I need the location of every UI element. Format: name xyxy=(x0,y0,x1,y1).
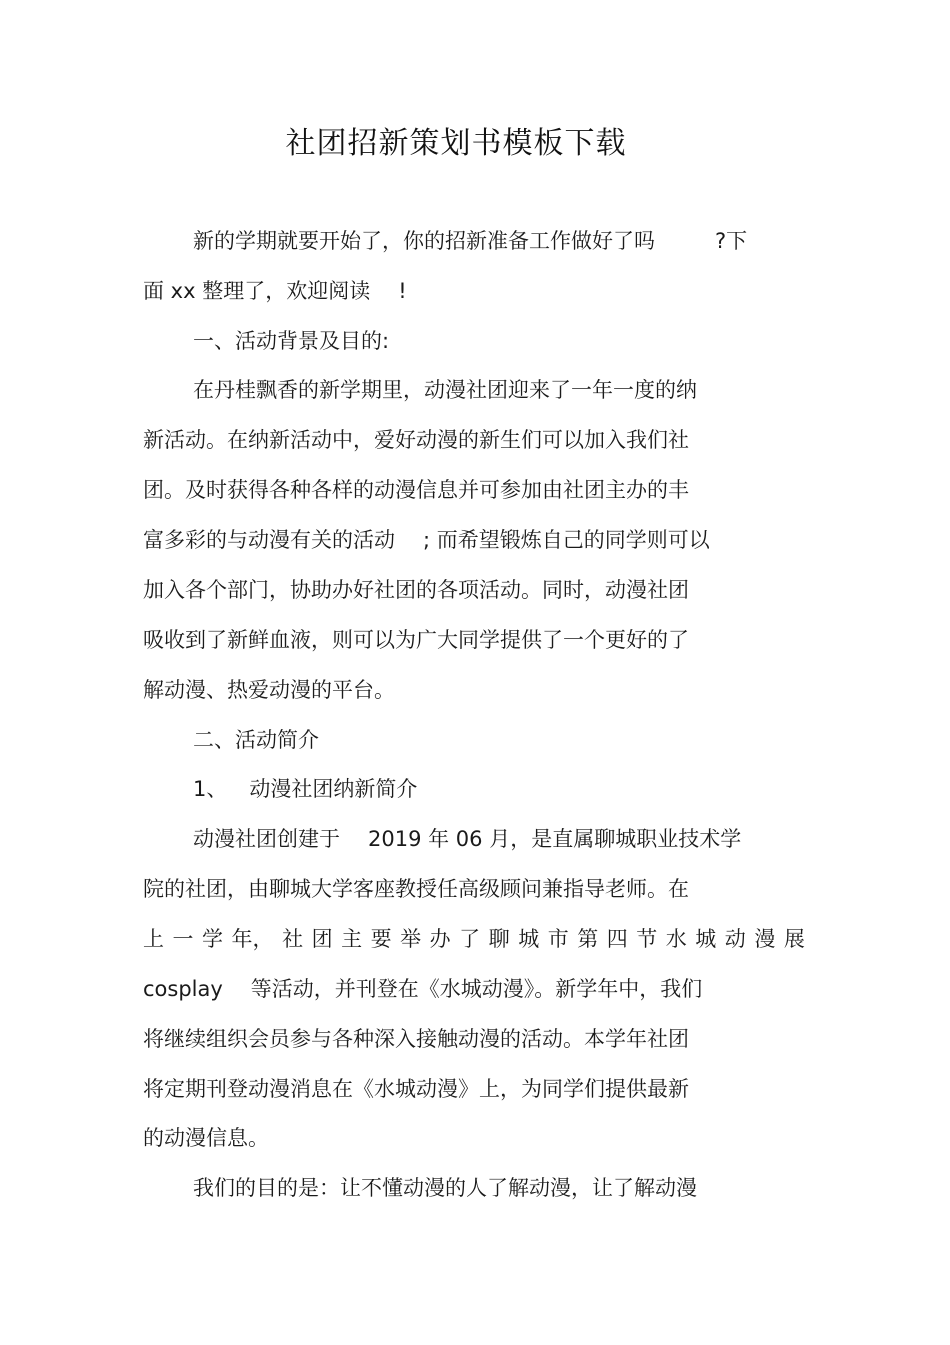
line-char: 节 xyxy=(636,927,658,951)
line-char: 城 xyxy=(518,927,540,951)
line-text: ; 而希望锻炼自己的同学则可以 xyxy=(423,528,710,552)
line-text: 新的学期就要开始了，你的招新准备工作做好了吗 xyxy=(193,229,655,253)
line-char: 城 xyxy=(695,927,717,951)
line-char: 要 xyxy=(370,927,392,951)
line-char: 举 xyxy=(400,927,422,951)
line-char: 聊 xyxy=(488,927,510,951)
line-text: ! xyxy=(398,279,407,303)
line-text: 等活动，并刊登在《水城动漫》。新学年中，我们 xyxy=(250,977,703,1001)
line-char: 四 xyxy=(606,927,628,951)
line-char: 展 xyxy=(783,927,805,951)
line-char: 社 xyxy=(282,927,304,951)
section-heading: 二、活动简介 xyxy=(193,728,319,752)
paragraph-line: 团。及时获得各种各样的动漫信息并可参加由社团主办的丰 xyxy=(143,478,689,502)
paragraph-line: 加入各个部门，协助办好社团的各项活动。同时，动漫社团 xyxy=(143,578,689,602)
line-char: 漫 xyxy=(754,927,776,951)
paragraph-line: 我们的目的是：让不懂动漫的人了解动漫，让了解动漫 xyxy=(193,1176,697,1200)
line-text: 动漫社团纳新简介 xyxy=(249,777,418,801)
line-char: 上 xyxy=(143,927,164,951)
line-text: 动漫社团创建于 xyxy=(193,827,340,851)
paragraph-line: 在丹桂飘香的新学期里，动漫社团迎来了一年一度的纳 xyxy=(193,378,697,402)
line-text: cosplay xyxy=(143,977,223,1001)
paragraph-line xyxy=(193,224,747,258)
line-char: 团 xyxy=(311,927,333,951)
paragraph-line xyxy=(143,523,710,557)
document-title: 社团招新策划书模板下载 xyxy=(285,126,627,161)
list-number: 1、 xyxy=(193,777,228,801)
line-char: 一 xyxy=(172,927,194,951)
paragraph-line xyxy=(143,274,407,308)
paragraph-line xyxy=(193,822,741,856)
line-char: 办 xyxy=(429,927,451,951)
paragraph-line: 新活动。在纳新活动中，爱好动漫的新生们可以加入我们社 xyxy=(143,428,689,452)
justified-line xyxy=(143,922,805,956)
line-text: 2019 年 06 月，是直属聊城职业技术学 xyxy=(368,827,742,851)
paragraph-line: 的动漫信息。 xyxy=(143,1126,269,1150)
paragraph-line: 将继续组织会员参与各种深入接触动漫的活动。本学年社团 xyxy=(143,1027,689,1051)
paragraph-line: 将定期刊登动漫消息在《水城动漫》上，为同学们提供最新 xyxy=(143,1077,689,1101)
line-char: 动 xyxy=(724,927,746,951)
subsection-heading xyxy=(193,772,417,806)
line-text: ?下 xyxy=(715,229,748,253)
line-char: 学 xyxy=(202,927,224,951)
line-text: 富多彩的与动漫有关的活动 xyxy=(143,528,395,552)
paragraph-line xyxy=(143,972,702,1006)
line-char: 市 xyxy=(547,927,569,951)
paragraph-line: 吸收到了新鲜血液，则可以为广大同学提供了一个更好的了 xyxy=(143,628,689,652)
line-char: 第 xyxy=(577,927,599,951)
paragraph-line: 院的社团，由聊城大学客座教授任高级顾问兼指导老师。在 xyxy=(143,877,689,901)
line-text: 面 xx 整理了，欢迎阅读 xyxy=(143,279,371,303)
line-char: 主 xyxy=(341,927,363,951)
paragraph-line: 解动漫、热爱动漫的平台。 xyxy=(143,678,395,702)
section-heading: 一、活动背景及目的: xyxy=(193,329,390,353)
line-char: 年， xyxy=(231,927,274,951)
line-char: 了 xyxy=(459,927,481,951)
line-char: 水 xyxy=(665,927,687,951)
